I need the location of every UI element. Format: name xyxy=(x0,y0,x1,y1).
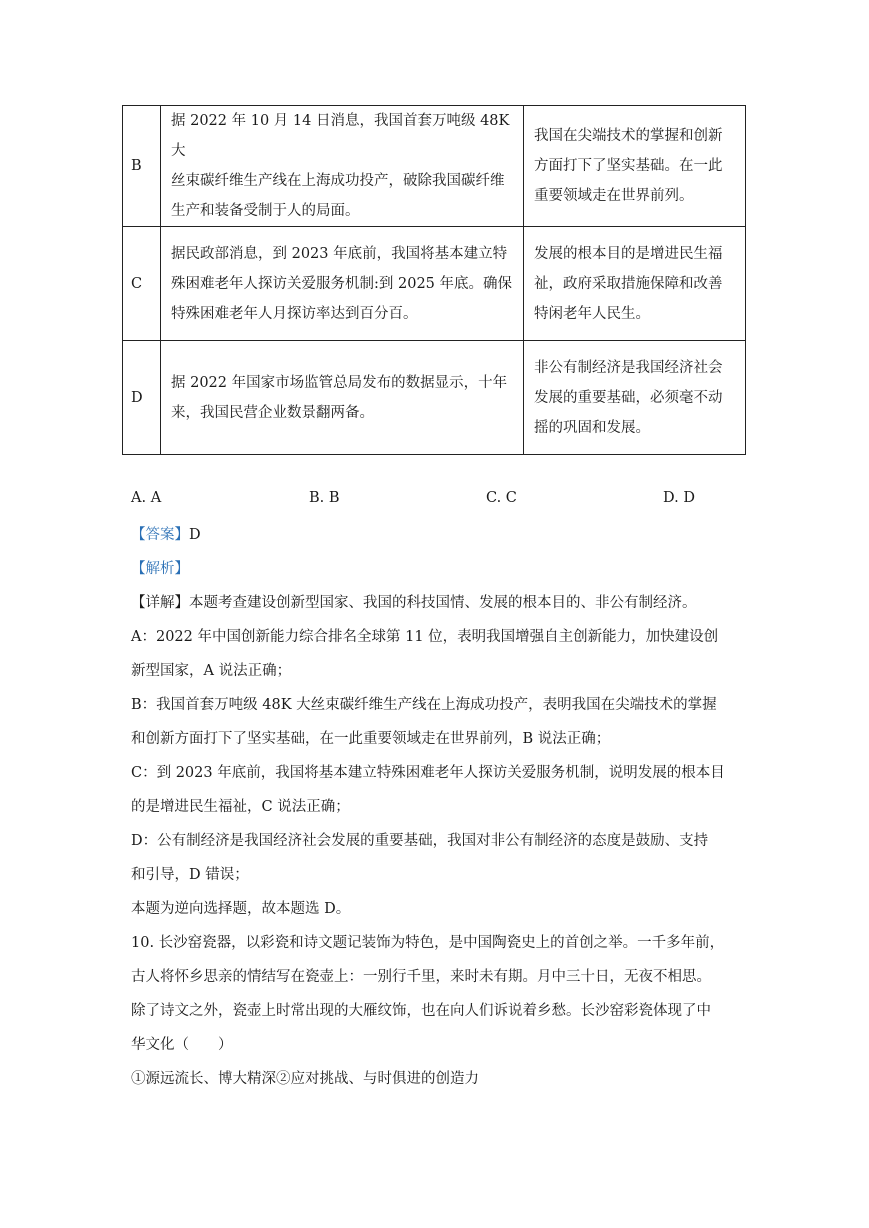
conclusion-line: 我国在尖端技术的掌握和创新 xyxy=(534,128,723,144)
conclusion-line: 发展的重要基础，必须毫不动 xyxy=(534,389,723,406)
table-row xyxy=(123,106,746,227)
answer-line xyxy=(131,518,741,552)
question-line: ①源远流长、博大精深②应对挑战、与时俱进的创造力 xyxy=(131,1071,479,1087)
choice-b: B. B xyxy=(309,490,340,506)
row-letter: C xyxy=(123,227,161,341)
detail-line: 新型国家，A 说法正确； xyxy=(131,663,292,679)
material-line: 据 2022 年 10 月 14 日消息，我国首套万吨级 48K 大 xyxy=(171,113,510,159)
detail-intro: 本题考查建设创新型国家、我国的科技国情、发展的根本目的、非公有制经济。 xyxy=(189,595,697,611)
question-line: 古人将怀乡思亲的情结写在瓷壶上：一别行千里，来时未有期。月中三十日，无夜不相思。 xyxy=(131,969,711,985)
conclusion-line: 摇的巩固和发展。 xyxy=(534,419,650,436)
answer-value: D xyxy=(189,527,201,543)
conclusion-line: 祉，政府采取措施保障和改善 xyxy=(534,275,723,292)
detail-line: 的是增进民生福祉，C 说法正确； xyxy=(131,799,350,815)
options-table xyxy=(122,105,746,455)
question-line: 华文化（ ） xyxy=(131,1037,233,1053)
conclusion-cell xyxy=(524,227,746,341)
detail-line: 和创新方面打下了坚实基础，在一此重要领域走在世界前列，B 说法正确； xyxy=(131,731,611,747)
conclusion-line: 特闲老年人民生。 xyxy=(534,305,650,322)
material-cell xyxy=(161,106,524,227)
material-cell xyxy=(161,341,524,455)
material-cell xyxy=(161,227,524,341)
detail-line: A：2022 年中国创新能力综合排名全球第 11 位，表明我国增强自主创新能力，加快建设创 xyxy=(131,629,719,645)
conclusion-line: 非公有制经济是我国经济社会 xyxy=(534,359,723,376)
table-row xyxy=(123,227,746,341)
row-letter: D xyxy=(123,341,161,455)
detail-line: D：公有制经济是我国经济社会发展的重要基础，我国对非公有制经济的态度是鼓励、支持 xyxy=(131,833,709,849)
detail-line: 本题为逆向选择题，故本题选 D。 xyxy=(131,901,351,917)
material-line: 丝束碳纤维生产线在上海成功投产，破除我国碳纤维 xyxy=(171,173,505,189)
answer-tag: 【答案】 xyxy=(131,527,189,543)
choice-a: A. A xyxy=(131,490,162,506)
material-line: 殊困难老年人探访关爱服务机制:到 2025 年底。确保 xyxy=(171,275,513,292)
answer-choices xyxy=(131,490,771,512)
choice-d: D. D xyxy=(663,490,695,506)
detail-line: B：我国首套万吨级 48K 大丝束碳纤维生产线在上海成功投产，表明我国在尖端技术的掌握 xyxy=(131,697,717,713)
material-line: 来，我国民营企业数景翻两备。 xyxy=(171,404,374,421)
table-row xyxy=(123,341,746,455)
material-line: 特殊困难老年人月探访率达到百分百。 xyxy=(171,305,418,322)
material-line: 据民政部消息，到 2023 年底前，我国将基本建立特 xyxy=(171,245,508,262)
question-line: 除了诗文之外，瓷壶上时常出现的大雁纹饰，也在向人们诉说着乡愁。长沙窑彩瓷体现了中 xyxy=(131,1003,711,1019)
answer-section xyxy=(131,518,741,1096)
material-line: 生产和装备受制于人的局面。 xyxy=(171,203,360,219)
conclusion-line: 方面打下了坚实基础。在一此 xyxy=(534,158,723,174)
detail-line: C：到 2023 年底前，我国将基本建立特殊困难老年人探访关爱服务机制，说明发展的根本目 xyxy=(131,765,725,781)
material-line: 据 2022 年国家市场监管总局发布的数据显示，十年 xyxy=(171,374,508,391)
detail-intro-line xyxy=(131,586,741,620)
choice-c: C. C xyxy=(486,490,517,506)
conclusion-cell xyxy=(524,341,746,455)
analysis-tag: 【解析】 xyxy=(131,561,189,577)
question-line: 10. 长沙窑瓷器，以彩瓷和诗文题记装饰为特色，是中国陶瓷史上的首创之举。一千多年前， xyxy=(131,935,725,951)
analysis-line xyxy=(131,552,741,586)
detail-tag: 【详解】 xyxy=(131,595,189,611)
detail-line: 和引导，D 错误； xyxy=(131,867,249,883)
row-letter: B xyxy=(123,106,161,227)
conclusion-line: 发展的根本目的是增进民生福 xyxy=(534,245,723,262)
conclusion-line: 重要领域走在世界前列。 xyxy=(534,188,694,204)
conclusion-cell xyxy=(524,106,746,227)
